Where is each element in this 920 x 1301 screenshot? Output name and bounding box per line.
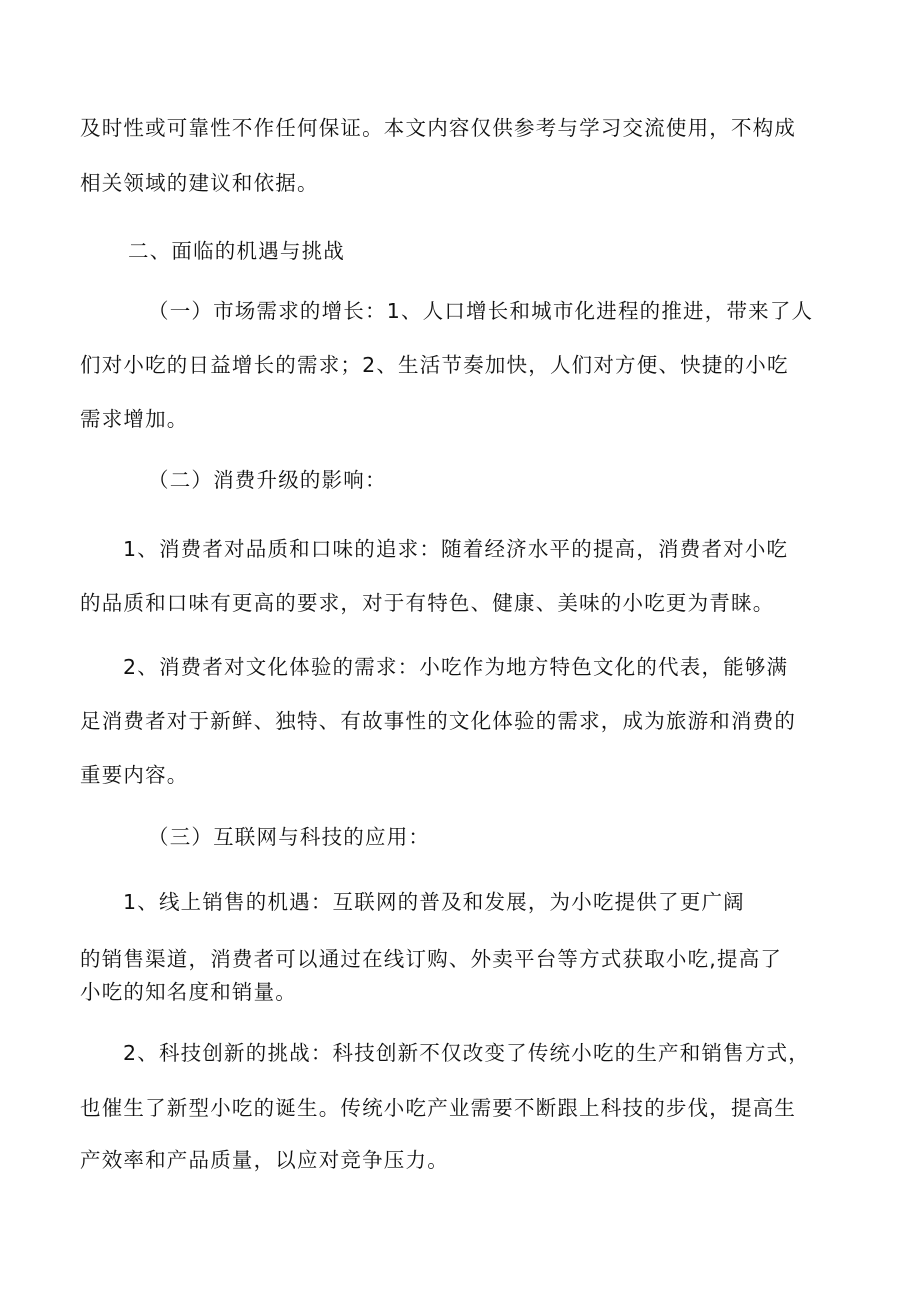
section-title: 二、面临的机遇与挑战 (128, 239, 345, 263)
sub3-p2-line-2: 也催生了新型小吃的诞生。传统小吃产业需要不断跟上科技的步伐，提高生 (80, 1096, 797, 1120)
sub1-line-3: 需求增加。 (80, 407, 189, 431)
sub2-heading: （二）消费升级的影响： (148, 468, 387, 492)
sub1-line-2: 们对小吃的日益增长的需求；2、生活节奏加快，人们对方便、快捷的小吃 (80, 353, 789, 377)
sub3-p1-line-3: 小吃的知名度和销量。 (80, 980, 297, 1004)
sub2-p2-line-3: 重要内容。 (80, 763, 189, 787)
sub3-p2-line-3: 产效率和产品质量，以应对竞争压力。 (80, 1148, 449, 1172)
sub1-line-1: （一）市场需求的增长：1、人口增长和城市化进程的推进，带来了人 (148, 299, 814, 323)
sub3-p1-line-1: 1、线上销售的机遇：互联网的普及和发展，为小吃提供了更广阔 (123, 890, 745, 914)
sub2-p1-line-1: 1、消费者对品质和口味的追求：随着经济水平的提高，消费者对小吃 (123, 537, 789, 561)
sub3-heading: （三）互联网与科技的应用： (148, 825, 431, 849)
intro-line-2: 相关领域的建议和依据。 (80, 171, 319, 195)
sub3-p2-line-1: 2、科技创新的挑战：科技创新不仅改变了传统小吃的生产和销售方式， (123, 1041, 810, 1065)
sub2-p2-line-1: 2、消费者对文化体验的需求：小吃作为地方特色文化的代表，能够满 (123, 655, 789, 679)
sub3-p1-line-2: 的销售渠道，消费者可以通过在线订购、外卖平台等方式获取小吃,提高了 (80, 947, 783, 971)
sub2-p2-line-2: 足消费者对于新鲜、独特、有故事性的文化体验的需求，成为旅游和消费的 (80, 709, 797, 733)
sub2-p1-line-2: 的品质和口味有更高的要求，对于有特色、健康、美味的小吃更为青睐。 (80, 591, 775, 615)
intro-line-1: 及时性或可靠性不作任何保证。本文内容仅供参考与学习交流使用，不构成 (80, 116, 797, 140)
